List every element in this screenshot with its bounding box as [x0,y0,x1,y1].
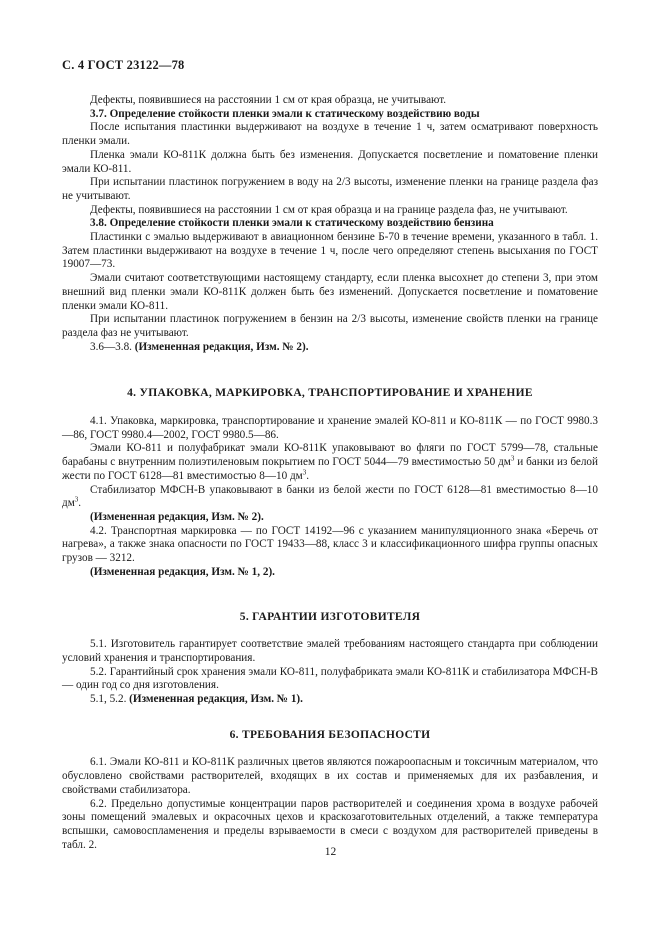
paragraph-5-2: 5.2. Гарантийный срок хранения эмали КО-811, полуфабриката эмали КО-811К и стабилизатора МФСН-В — один год со дня изготовления. [62,665,598,692]
section-4-title: 4. УПАКОВКА, МАРКИРОВКА, ТРАНСПОРТИРОВАНИЕ И ХРАНЕНИЕ [127,387,533,400]
section-6-title: 6. ТРЕБОВАНИЯ БЕЗОПАСНОСТИ [229,728,431,741]
paragraph-4-2-edit: (Измененная редакция, Изм. № 1, 2). [90,565,275,578]
paragraph-defects: Дефекты, появившиеся на расстоянии 1 см от края образца, не учитывают. [90,94,447,106]
paragraph-5-2-edit [62,693,598,707]
paragraph-6-1: 6.1. Эмали КО-811 и КО-811К различных цветов являются пожароопасным и токсичным материалом, что обусловлено свойствами растворителей, входящих в их состав и применяемых для их разбавления, и свойствами стабилизатора. [62,756,598,796]
section-5-title: 5. ГАРАНТИИ ИЗГОТОВИТЕЛЯ [239,610,421,623]
text-run: и банки из белой жести по ГОСТ 6128—81 вместимостью 8—10 дм [62,456,598,482]
superscript: 3 [510,454,515,463]
paragraph-6-2: 6.2. Предельно допустимые концентрации паров растворителей и соединения хрома в воздухе рабочей зоны помещений эмалевых и окрасочных цехов и краскозаготовительных отделений, а также температура вспышки, самовоспламенения и пределы взрываемости в смеси с воздухом для растворителей приведены в табл. 2. [62,797,598,851]
paragraph-5-1: 5.1. Изготовитель гарантирует соответствие эмалей требованиям настоящего стандарта при соблюдении условий хранения и транспортирования. [62,638,598,664]
paragraph-3-7-1: После испытания пластинки выдерживают на воздухе в течение 1 ч, затем осматривают поверхность пленки эмали. [62,121,598,148]
superscript: 3 [302,468,307,477]
paragraph-4-1-3 [62,484,598,511]
paragraph-3-8-3: При испытании пластинок погружением в бензин на 2/3 высоты, изменение свойств пленки на границе раздела фаз не учитывают. [62,313,598,339]
paragraph-3-7-3: При испытании пластинок погружением в воду на 2/3 высоты, изменение пленки на границе раздела фаз не учитывают. [62,176,598,202]
text-run: Стабилизатор МФСН-В упаковывают в банки из белой жести по ГОСТ 6128—81 вместимостью 8—10 дм [62,483,598,510]
edit-note: (Измененная редакция, Изм. № 2). [134,340,309,353]
paragraph-3-7-2: Пленка эмали КО-811К должна быть без изменения. Допускается посветление и поматовение пленки эмали КО-811. [62,148,598,175]
paragraph-3-8-2: Эмали считают соответствующими настоящему стандарту, если пленка высохнет до степени 3, при этом внешний вид пленки эмали КО-811К должен быть без изменений. Допускается посветление и поматовение пленки эмали КО-811. [62,272,598,312]
paragraph-3-8-edit [62,341,598,355]
paragraph-3-8-1: Пластинки с эмалью выдерживают в авиационном бензине Б-70 в течение времени, указанного в табл. 1. Затем пластинки выдерживают на воздухе в течение 1 ч, после чего определяют степень высыхания по ГОСТ 19007—73. [62,231,598,271]
document-body [62,94,598,852]
paragraph-4-1-edit: (Измененная редакция, Изм. № 2). [90,510,264,523]
paragraph-3-7-4: Дефекты, появившиеся на расстоянии 1 см от края образца и на границе раздела фаз, не учитывают. [90,203,568,216]
page-header: С. 4 ГОСТ 23122—78 [62,58,185,72]
superscript: 3 [74,495,79,504]
paragraph-4-1-2 [62,442,598,483]
edit-note: (Измененная редакция, Изм. № 1). [129,693,303,706]
page-number: 12 [324,846,337,858]
paragraph-4-1-1: 4.1. Упаковка, маркировка, транспортирование и хранение эмалей КО-811 и КО-811К — по ГОСТ 9980.3—86, ГОСТ 9980.4—2002, ГОСТ 9980.5—86. [62,415,598,441]
text-run: Эмали КО-811 и полуфабрикат эмали КО-811К упаковывают во фляги по ГОСТ 5799—78, стальные барабаны с внутренним полиэтиленовым покрытием по ГОСТ 5044—79 вместимостью 50 дм [62,442,598,469]
edit-ref: 5.1, 5.2. [90,693,127,706]
paragraph-4-2: 4.2. Транспортная маркировка — по ГОСТ 14192—96 с указанием манипуляционного знака «Беречь от нагрева», а также знака опасности по ГОСТ 19433—88, класс 3 и классификационного шифра группы опасных грузов — 3212. [62,524,598,565]
section-3-8-heading: 3.8. Определение стойкости пленки эмали к статическому воздействию бензина [90,217,494,230]
section-3-7-heading: 3.7. Определение стойкости пленки эмали к статическому воздействию воды [90,107,480,120]
text-run: . [78,497,82,510]
edit-ref: 3.6—3.8. [90,340,132,353]
text-run: . [306,469,310,482]
